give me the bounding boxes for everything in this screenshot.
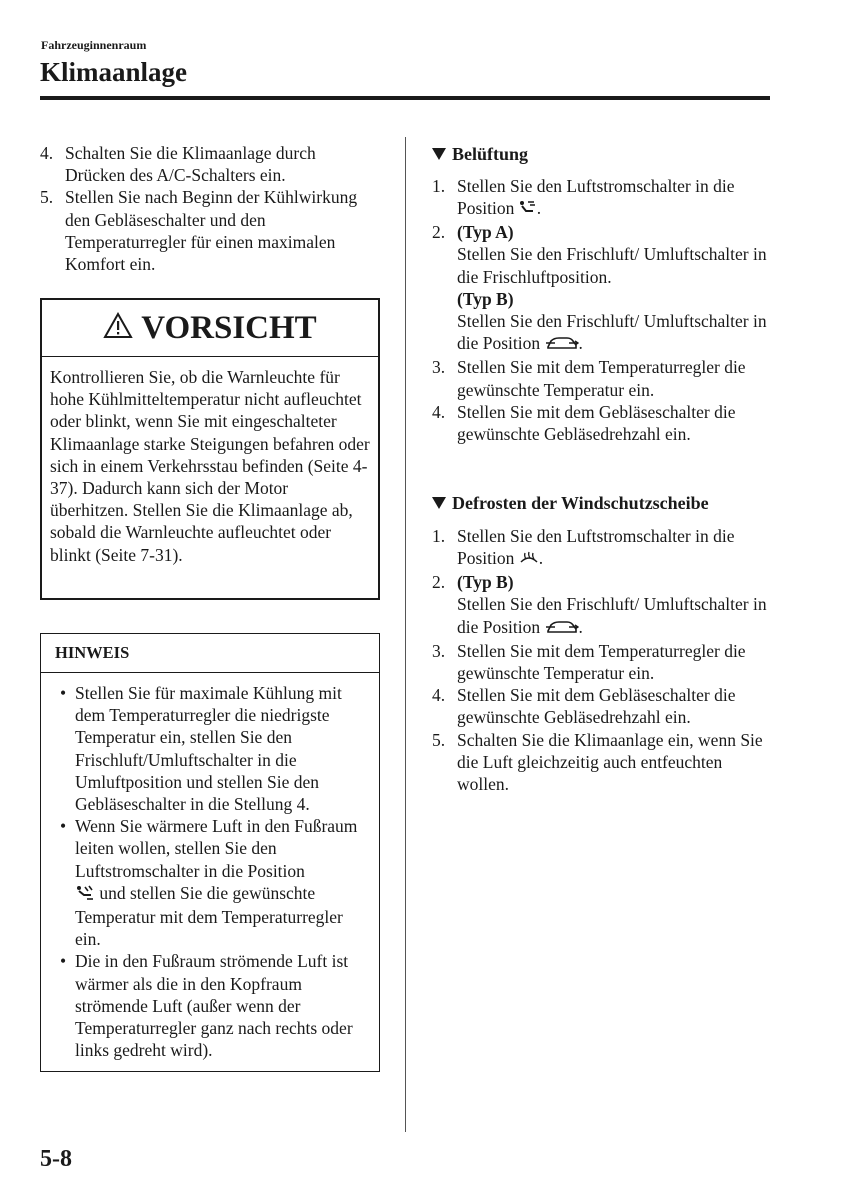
step-text: Stellen Sie nach Beginn der Kühlwirkung den Gebläseschalter und den Temperaturregler für einen maximalen Komfort ein.: [65, 187, 358, 275]
column-divider: [405, 137, 406, 1132]
caution-header: [42, 300, 378, 357]
note-list: [41, 673, 379, 1061]
ventilation-steps: [432, 175, 777, 445]
step-number: 4.: [432, 401, 446, 422]
list-item: [432, 640, 777, 684]
note-text: und stellen Sie die gewünschte Temperatur mit dem Temperaturregler ein.: [75, 882, 343, 950]
step-text: Schalten Sie die Klimaanlage ein, wenn Sie die Luft gleichzeitig auch entfeuchten wollen.: [457, 729, 763, 794]
step-text: Schalten Sie die Klimaanlage durch Drücken des A/C-Schalters ein.: [65, 143, 316, 186]
list-item: [60, 682, 371, 815]
note-text: Wenn Sie wärmere Luft in den Fußraum leiten wollen, stellen Sie den Luftstromschalter in die Position: [75, 816, 358, 881]
warning-triangle-icon: [103, 312, 133, 344]
list-item: [60, 950, 371, 1061]
type-label: (Typ A): [457, 222, 514, 243]
header-rule: [40, 96, 770, 100]
note-title: HINWEIS: [41, 634, 379, 673]
defrost-steps: [432, 525, 777, 795]
left-step-list: [40, 142, 370, 275]
section-label: Fahrzeuginnenraum: [41, 38, 147, 52]
step-number: 3.: [432, 357, 446, 378]
step-number: 5.: [432, 729, 446, 750]
list-item: [432, 221, 777, 356]
step-text: Stellen Sie mit dem Temperaturregler die gewünschte Temperatur ein.: [457, 640, 746, 683]
defrost-icon: [519, 549, 539, 571]
list-item: [432, 356, 777, 400]
ventilation-heading: [432, 143, 528, 165]
defrost-heading: [432, 492, 709, 514]
step-number: 4.: [40, 143, 54, 163]
step-text: Stellen Sie den Frischluft/ Umluftschalter in die Position: [457, 594, 767, 637]
step-suffix: .: [538, 548, 544, 569]
note-text: Stellen Sie für maximale Kühlung mit dem Temperaturregler die niedrigste Temperatur ein, stellen Sie den Frischluft/Umluftschalter in die Umluftposition und stellen Sie den Gebläseschalter in die Stellung 4.: [75, 683, 342, 815]
list-item: [432, 401, 777, 445]
list-item: [432, 729, 777, 796]
step-suffix: .: [536, 198, 542, 219]
step-number: 2.: [432, 572, 446, 593]
type-label: (Typ B): [457, 572, 514, 593]
step-suffix: .: [578, 616, 583, 637]
step-number: 4.: [432, 685, 446, 706]
bullet: •: [60, 816, 67, 837]
step-text: Stellen Sie den Luftstromschalter in die Position: [457, 526, 735, 569]
list-item: [60, 815, 371, 950]
step-number: 1.: [432, 526, 446, 546]
type-label: (Typ B): [457, 288, 514, 309]
step-number: 1.: [432, 176, 446, 196]
section-heading: Defrosten der Windschutzscheibe: [452, 493, 709, 513]
fresh-air-icon: [545, 618, 579, 640]
step-text: Stellen Sie den Luftstromschalter in die Position: [457, 176, 735, 219]
page-title: Klimaanlage: [40, 57, 187, 87]
caution-box: [40, 298, 380, 600]
bullet: •: [60, 683, 67, 703]
list-item: [432, 684, 777, 728]
bullet: •: [60, 951, 67, 972]
list-item: [40, 142, 370, 186]
list-item: [432, 525, 777, 571]
caution-title: VORSICHT: [141, 310, 317, 346]
list-item: [432, 571, 777, 639]
step-text: Stellen Sie mit dem Temperaturregler die gewünschte Temperatur ein.: [457, 357, 746, 400]
note-box: [40, 633, 380, 1072]
triangle-marker-icon: [432, 497, 446, 509]
step-text: Stellen Sie mit dem Gebläseschalter die gewünschte Gebläsedrehzahl ein.: [457, 685, 736, 728]
list-item: [432, 175, 777, 221]
list-item: [40, 186, 370, 275]
step-number: 3.: [432, 640, 446, 661]
step-number: 2.: [432, 222, 446, 243]
step-text: Stellen Sie den Frischluft/ Umluftschalter in die Frischluftposition.: [457, 244, 767, 287]
face-vent-icon: [519, 199, 537, 221]
step-text: Stellen Sie mit dem Gebläseschalter die gewünschte Gebläsedrehzahl ein.: [457, 401, 736, 444]
caution-text: Kontrollieren Sie, ob die Warnleuchte für hohe Kühlmitteltemperatur nicht aufleuchtet oder blinkt, wenn Sie mit eingeschalteter Klimaanlage starke Steigungen befahren oder sich in einem Verkehrsstau befinden (Seite 4-37). Dadurch kann sich der Motor überhitzen. Stellen Sie die Klimaanlage ab, sobald die Warnleuchte aufleuchtet oder blinkt (Seite 7-31).: [50, 367, 370, 565]
section-heading: Belüftung: [452, 144, 529, 164]
step-number: 5.: [40, 187, 54, 208]
step-text: Stellen Sie den Frischluft/ Umluftschalter in die Position: [457, 311, 767, 354]
triangle-marker-icon: [432, 148, 446, 160]
page-number: 5-8: [40, 1146, 72, 1172]
step-suffix: .: [578, 333, 583, 354]
floor-vent-icon: [75, 884, 95, 906]
fresh-air-icon: [545, 334, 579, 356]
note-text: Die in den Fußraum strömende Luft ist wärmer als die in den Kopfraum strömende Luft (außer wenn der Temperaturregler ganz nach rechts oder links gedreht wird).: [75, 951, 353, 1061]
